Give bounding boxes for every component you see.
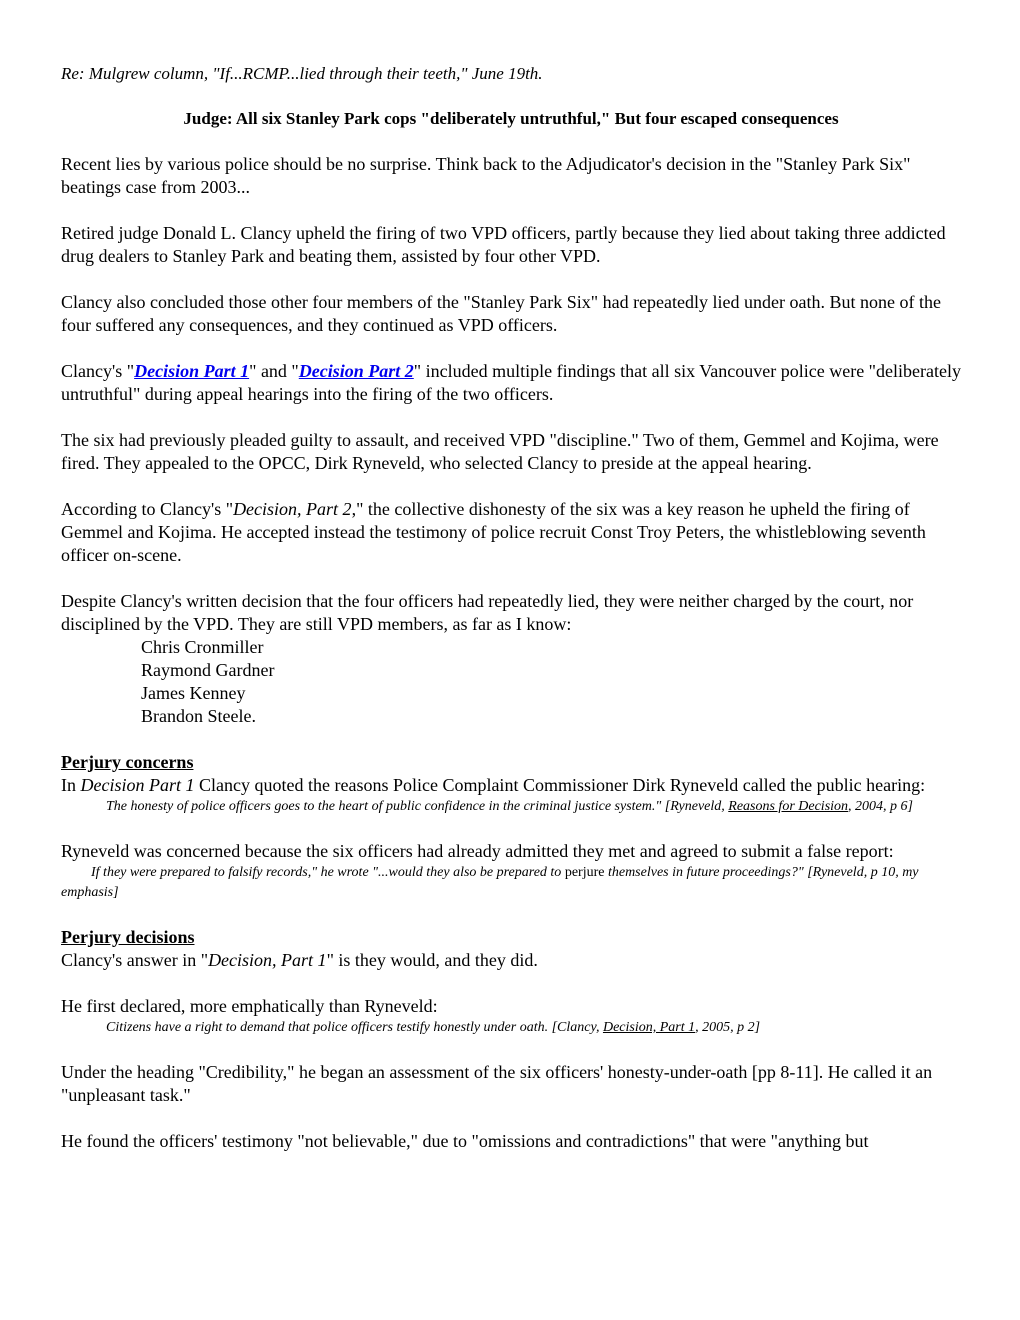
decisions-text-3: " included multiple findings that all six Vancouver police were "deliberately untruthful" during appeal hearings into the firing of the two officers. — [61, 361, 961, 404]
officer-list — [141, 636, 961, 728]
reasons-for-decision-ref: Reasons for Decision — [728, 799, 849, 814]
paragraph-credibility: Under the heading "Credibility," he began an assessment of the six officers' honesty-under-oath [pp 8-11]. He called it an "unpleasant task." — [61, 1062, 933, 1105]
officer-name: James Kenney — [141, 683, 246, 703]
paragraph-still-members: Despite Clancy's written decision that the four officers had repeatedly lied, they were neither charged by the court, nor disciplined by the VPD. They are still VPD members, as far as I know: — [61, 591, 914, 634]
reasons-text-2: Clancy quoted the reasons Police Complaint Commissioner Dirk Ryneveld called the public hearing: — [194, 775, 926, 795]
paragraph-ryneveld-concerned: Ryneveld was concerned because the six officers had already admitted they met and agreed to submit a false report: — [61, 841, 894, 861]
decision-part-2-link[interactable]: Decision Part 2 — [298, 361, 414, 381]
paragraph-reasons — [61, 774, 961, 797]
quote-citizens — [61, 1018, 961, 1038]
paragraph-decisions — [61, 360, 961, 406]
quote-honesty-text-1: The honesty of police officers goes to the heart of public confidence in the criminal justice system." [Ryneveld, — [106, 799, 729, 814]
quote-citizens-text-2: , 2005, p 2] — [695, 1020, 761, 1035]
quote-falsify-text-1: If they were prepared to falsify records," he wrote "...would they also be prepared to — [91, 865, 565, 880]
paragraph-clancy-upheld: Retired judge Donald L. Clancy upheld the firing of two VPD officers, partly because they lied about taking three addicted drug dealers to Stanley Park and beating them, assisted by four other VPD. — [61, 223, 946, 266]
decision-part-1-ref: Decision, Part 1 — [602, 1020, 696, 1035]
heading-perjury-decisions: Perjury decisions — [61, 927, 195, 947]
dishonesty-text-1: According to Clancy's " — [61, 499, 234, 519]
paragraph-first-declared: He first declared, more emphatically than Ryneveld: — [61, 996, 438, 1016]
re-line: Re: Mulgrew column, "If...RCMP...lied through their teeth," June 19th. — [61, 64, 543, 83]
headline: Judge: All six Stanley Park cops "deliberately untruthful," But four escaped consequences — [183, 109, 839, 128]
quote-falsify — [61, 863, 961, 903]
decisions-text-2: " and " — [249, 361, 299, 381]
decisions-text-1: Clancy's " — [61, 361, 135, 381]
dishonesty-text-2: ," the collective dishonesty of the six was a key reason he upheld the firing of Gemmel and Kojima. He accepted instead the testimony of police recruit Const Troy Peters, the whistleblowing seventh officer on-scene. — [61, 499, 926, 565]
paragraph-clancy-answer — [61, 949, 961, 972]
reasons-title: Decision Part 1 — [80, 775, 195, 795]
officer-name: Chris Cronmiller — [141, 637, 264, 657]
paragraph-not-believable: He found the officers' testimony "not believable," due to "omissions and contradictions" that were "anything but — [61, 1131, 869, 1151]
quote-honesty — [61, 797, 961, 817]
officer-name: Brandon Steele. — [141, 706, 256, 726]
officer-name: Raymond Gardner — [141, 660, 275, 680]
document-body — [61, 62, 961, 1153]
reasons-text-1: In — [61, 775, 81, 795]
paragraph-intro: Recent lies by various police should be no surprise. Think back to the Adjudicator's decision in the "Stanley Park Six" beatings case from 2003... — [61, 154, 911, 197]
decision-part-1-link[interactable]: Decision Part 1 — [134, 361, 250, 381]
answer-title: Decision, Part 1 — [208, 950, 327, 970]
dishonesty-title: Decision, Part 2 — [233, 499, 352, 519]
heading-perjury-concerns: Perjury concerns — [61, 752, 194, 772]
quote-falsify-emphasis: perjure — [564, 865, 605, 880]
quote-falsify-text-2: themselves in future proceedings?" [Ryneveld, p 10, my emphasis] — [61, 865, 919, 900]
paragraph-collective-dishonesty — [61, 498, 961, 567]
paragraph-four-lied: Clancy also concluded those other four members of the "Stanley Park Six" had repeatedly lied under oath. But none of the four suffered any consequences, and they continued as VPD officers. — [61, 292, 941, 335]
paragraph-guilty-plea: The six had previously pleaded guilty to assault, and received VPD "discipline." Two of them, Gemmel and Kojima, were fired. They appealed to the OPCC, Dirk Ryneveld, who selected Clancy to preside at the appeal hearing. — [61, 430, 939, 473]
answer-text-2: " is they would, and they did. — [326, 950, 538, 970]
quote-citizens-text-1: Citizens have a right to demand that police officers testify honestly under oath. [Clancy, — [106, 1020, 603, 1035]
answer-text-1: Clancy's answer in " — [61, 950, 209, 970]
quote-honesty-text-2: , 2004, p 6] — [848, 799, 913, 814]
